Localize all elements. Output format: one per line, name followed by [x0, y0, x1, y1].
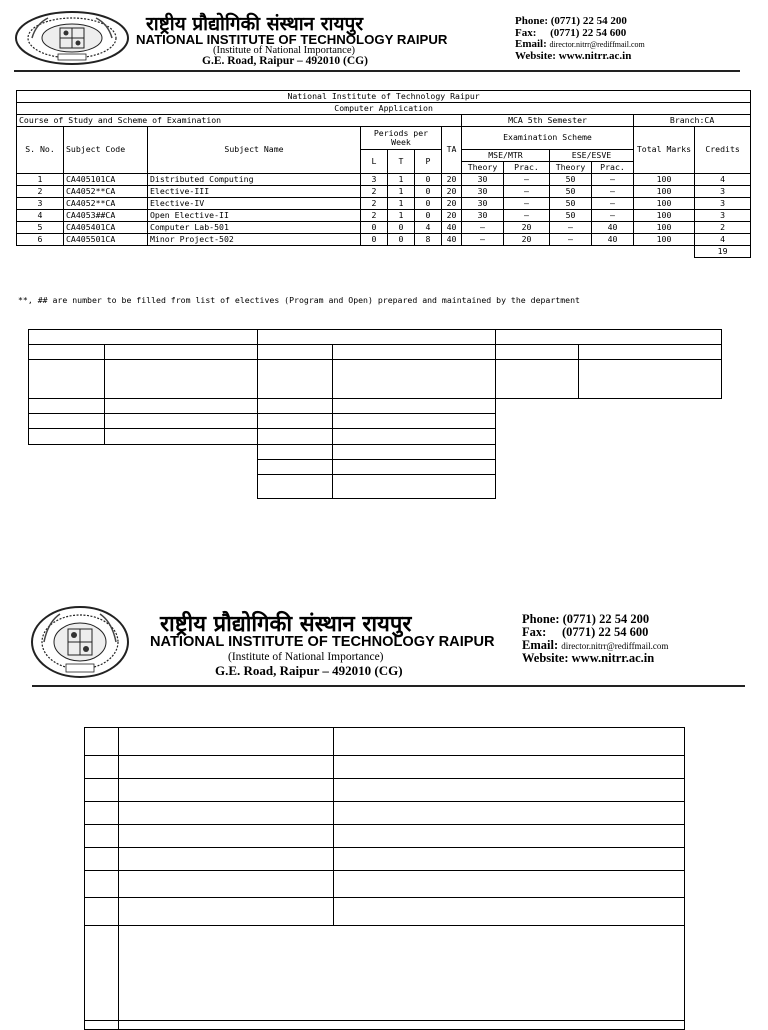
grid-cell — [28, 413, 105, 429]
cell-l: 3 — [361, 174, 388, 186]
semester-label: MCA 5th Semester — [462, 115, 634, 127]
cell-credits: 4 — [695, 174, 751, 186]
grid-cell — [84, 778, 119, 802]
cell-ese-p: – — [592, 198, 634, 210]
grid-cell — [257, 428, 333, 445]
cell-ta: 20 — [442, 210, 462, 222]
cell-name: Distributed Computing — [148, 174, 361, 186]
subject-row — [17, 222, 751, 234]
email-address: director.nitrr@rediffmail.com — [561, 641, 669, 652]
cell-sno: 5 — [17, 222, 64, 234]
grid-cell — [257, 444, 333, 460]
grid-cell — [578, 344, 722, 360]
cell-mse-p: – — [504, 198, 550, 210]
cell-mse-p: 20 — [504, 234, 550, 246]
institute-address: G.E. Road, Raipur – 492010 (CG) — [202, 55, 368, 67]
cell-mse-t: – — [462, 234, 504, 246]
phone-number: (0771) 22 54 200 — [562, 612, 650, 626]
cell-code: CA4052**CA — [64, 186, 148, 198]
grid-cell — [333, 824, 685, 848]
letterhead-top — [0, 4, 768, 74]
cell-name: Computer Lab-501 — [148, 222, 361, 234]
cell-mse-t: 30 — [462, 186, 504, 198]
grid-cell — [104, 428, 258, 445]
grid-cell — [332, 428, 496, 445]
header-t: T — [388, 150, 415, 174]
grid-cell — [333, 778, 685, 802]
cell-l: 0 — [361, 234, 388, 246]
institute-logo — [30, 604, 130, 680]
fax-number: (0771) 22 54 600 — [550, 26, 627, 39]
cell-t: 1 — [388, 210, 415, 222]
grid-cell — [495, 359, 579, 399]
cell-credits: 3 — [695, 198, 751, 210]
grid-cell — [104, 359, 258, 399]
header-l: L — [361, 150, 388, 174]
grid-cell — [333, 755, 685, 779]
cell-ese-p: 40 — [592, 222, 634, 234]
cell-ese-t: 50 — [550, 210, 592, 222]
cell-p: 4 — [415, 222, 442, 234]
cell-t: 1 — [388, 186, 415, 198]
website-url: www.nitrr.ac.in — [558, 49, 632, 62]
cell-ese-t: 50 — [550, 198, 592, 210]
cell-mse-t: 30 — [462, 198, 504, 210]
cell-name: Minor Project-502 — [148, 234, 361, 246]
cell-mse-p: 20 — [504, 222, 550, 234]
blank-cell — [17, 246, 695, 258]
grid-cell — [257, 329, 496, 345]
grid-cell — [84, 1020, 119, 1030]
header-ta: TA — [442, 127, 462, 174]
cell-name: Elective-III — [148, 186, 361, 198]
phone-label: Phone: — [522, 612, 560, 626]
cell-p: 0 — [415, 186, 442, 198]
header-ese: ESE/ESVE — [550, 150, 634, 162]
branch-label: Branch:CA — [634, 115, 751, 127]
cell-credits: 2 — [695, 222, 751, 234]
cell-code: CA4053##CA — [64, 210, 148, 222]
grid-cell — [118, 727, 334, 756]
grid-cell — [257, 344, 333, 360]
cell-l: 2 — [361, 186, 388, 198]
grid-cell — [257, 398, 333, 414]
cell-ese-t: 50 — [550, 174, 592, 186]
header-prac-mse: Prac. — [504, 162, 550, 174]
cell-ese-t: 50 — [550, 186, 592, 198]
phone-number: (0771) 22 54 200 — [550, 15, 627, 27]
cell-ta: 20 — [442, 198, 462, 210]
grid-cell — [118, 1020, 685, 1030]
grid-cell — [332, 344, 496, 360]
grid-cell — [104, 344, 258, 360]
fax-label: Fax: — [515, 26, 537, 39]
cell-credits: 3 — [695, 210, 751, 222]
header-total: Total Marks — [634, 127, 695, 174]
contact-block — [515, 16, 645, 62]
header-exam-scheme: Examination Scheme — [462, 127, 634, 150]
scheme-table — [16, 90, 751, 258]
grid-cell — [28, 398, 105, 414]
course-title: Course of Study and Scheme of Examination — [17, 115, 462, 127]
grid-cell — [257, 474, 333, 499]
institute-address: G.E. Road, Raipur – 492010 (CG) — [215, 663, 403, 678]
cell-ta: 20 — [442, 186, 462, 198]
website-label: Website: — [515, 49, 556, 62]
header-prac-ese: Prac. — [592, 162, 634, 174]
grid-cell — [84, 897, 119, 926]
grid-cell — [28, 359, 105, 399]
grid-cell — [84, 755, 119, 779]
grid-cell — [332, 398, 496, 414]
cell-sno: 1 — [17, 174, 64, 186]
cell-ese-t: – — [550, 222, 592, 234]
email-label: Email: — [522, 638, 559, 653]
phone-label: Phone: — [515, 15, 548, 27]
institute-row: National Institute of Technology Raipur — [17, 91, 751, 103]
grid-cell — [118, 897, 334, 926]
website-url: www.nitrr.ac.in — [571, 651, 655, 666]
institute-hindi-name: राष्ट्रीय प्रौद्योगिकी संस्थान रायपुर — [146, 13, 364, 35]
grid-cell — [332, 474, 496, 499]
cell-name: Open Elective-II — [148, 210, 361, 222]
cell-code: CA405401CA — [64, 222, 148, 234]
grid-cell — [118, 847, 334, 871]
contact-block — [522, 613, 668, 666]
cell-credits: 3 — [695, 186, 751, 198]
header-rule — [32, 685, 745, 687]
grid-cell — [28, 329, 258, 345]
cell-mse-t: – — [462, 222, 504, 234]
header-theory-ese: Theory — [550, 162, 592, 174]
cell-l: 0 — [361, 222, 388, 234]
grid-cell — [333, 727, 685, 756]
cell-ese-p: – — [592, 186, 634, 198]
grid-cell — [84, 801, 119, 825]
website-label: Website: — [522, 651, 569, 666]
institute-subtitle: (Institute of National Importance) — [213, 45, 355, 56]
department-row: Computer Application — [17, 103, 751, 115]
grid-cell — [84, 727, 119, 756]
institute-logo — [14, 10, 130, 66]
email-label: Email: — [515, 38, 547, 51]
header-theory-mse: Theory — [462, 162, 504, 174]
institute-hindi-name: राष्ट्रीय प्रौद्योगिकी संस्थान रायपुर — [160, 611, 412, 637]
institute-english-name: NATIONAL INSTITUTE OF TECHNOLOGY RAIPUR — [150, 634, 495, 650]
cell-credits: 4 — [695, 234, 751, 246]
cell-ese-p: – — [592, 174, 634, 186]
subject-row — [17, 210, 751, 222]
cell-ta: 20 — [442, 174, 462, 186]
cell-total: 100 — [634, 174, 695, 186]
grid-cell — [118, 801, 334, 825]
cell-total: 100 — [634, 234, 695, 246]
cell-mse-p: – — [504, 186, 550, 198]
grid-cell — [495, 329, 722, 345]
cell-t: 0 — [388, 222, 415, 234]
cell-p: 0 — [415, 174, 442, 186]
grid-cell — [28, 344, 105, 360]
cell-l: 2 — [361, 198, 388, 210]
grid-cell — [118, 870, 334, 898]
cell-ese-p: 40 — [592, 234, 634, 246]
cell-code: CA4052**CA — [64, 198, 148, 210]
electives-note: **, ## are number to be filled from list of electives (Program and Open) prepared and maintained by the department — [18, 295, 580, 305]
grid-cell — [332, 359, 496, 399]
cell-sno: 6 — [17, 234, 64, 246]
cell-sno: 2 — [17, 186, 64, 198]
cell-mse-t: 30 — [462, 174, 504, 186]
header-credits: Credits — [695, 127, 751, 174]
letterhead-second — [0, 596, 768, 692]
grid-cell — [332, 459, 496, 475]
fax-label: Fax: — [522, 625, 547, 640]
grid-cell — [333, 801, 685, 825]
subject-row — [17, 234, 751, 246]
cell-code: CA405501CA — [64, 234, 148, 246]
total-credits: 19 — [695, 246, 751, 258]
grid-cell — [118, 755, 334, 779]
header-periods: Periods per Week — [361, 127, 442, 150]
cell-total: 100 — [634, 222, 695, 234]
cell-total: 100 — [634, 210, 695, 222]
grid-cell — [333, 870, 685, 898]
cell-mse-t: 30 — [462, 210, 504, 222]
grid-cell — [332, 444, 496, 460]
cell-t: 1 — [388, 174, 415, 186]
cell-ese-t: – — [550, 234, 592, 246]
grid-cell — [118, 925, 685, 1021]
cell-total: 100 — [634, 186, 695, 198]
grid-cell — [28, 428, 105, 445]
cell-sno: 4 — [17, 210, 64, 222]
grid-cell — [257, 359, 333, 399]
header-mse: MSE/MTR — [462, 150, 550, 162]
cell-l: 2 — [361, 210, 388, 222]
subject-row — [17, 186, 751, 198]
header-p: P — [415, 150, 442, 174]
header-sno: S. No. — [17, 127, 64, 174]
grid-cell — [118, 824, 334, 848]
header-code: Subject Code — [64, 127, 148, 174]
grid-cell — [257, 413, 333, 429]
grid-cell — [333, 897, 685, 926]
cell-ese-p: – — [592, 210, 634, 222]
email-address: director.nitrr@rediffmail.com — [549, 40, 645, 50]
subject-row — [17, 174, 751, 186]
grid-cell — [84, 925, 119, 1021]
grid-cell — [495, 344, 579, 360]
grid-cell — [578, 359, 722, 399]
grid-cell — [84, 824, 119, 848]
grid-cell — [257, 459, 333, 475]
cell-sno: 3 — [17, 198, 64, 210]
grid-cell — [118, 778, 334, 802]
cell-ta: 40 — [442, 222, 462, 234]
grid-cell — [104, 413, 258, 429]
cell-p: 8 — [415, 234, 442, 246]
grid-cell — [332, 413, 496, 429]
cell-p: 0 — [415, 210, 442, 222]
cell-mse-p: – — [504, 210, 550, 222]
grid-cell — [84, 870, 119, 898]
cell-mse-p: – — [504, 174, 550, 186]
cell-ta: 40 — [442, 234, 462, 246]
header-rule — [14, 70, 740, 72]
cell-p: 0 — [415, 198, 442, 210]
cell-t: 0 — [388, 234, 415, 246]
header-name: Subject Name — [148, 127, 361, 174]
institute-subtitle: (Institute of National Importance) — [228, 651, 384, 663]
subject-row — [17, 198, 751, 210]
grid-cell — [104, 398, 258, 414]
cell-total: 100 — [634, 198, 695, 210]
grid-cell — [84, 847, 119, 871]
cell-name: Elective-IV — [148, 198, 361, 210]
cell-code: CA405101CA — [64, 174, 148, 186]
institute-english-name: NATIONAL INSTITUTE OF TECHNOLOGY RAIPUR — [136, 32, 448, 47]
fax-number: (0771) 22 54 600 — [561, 625, 649, 640]
grid-cell — [333, 847, 685, 871]
cell-t: 1 — [388, 198, 415, 210]
